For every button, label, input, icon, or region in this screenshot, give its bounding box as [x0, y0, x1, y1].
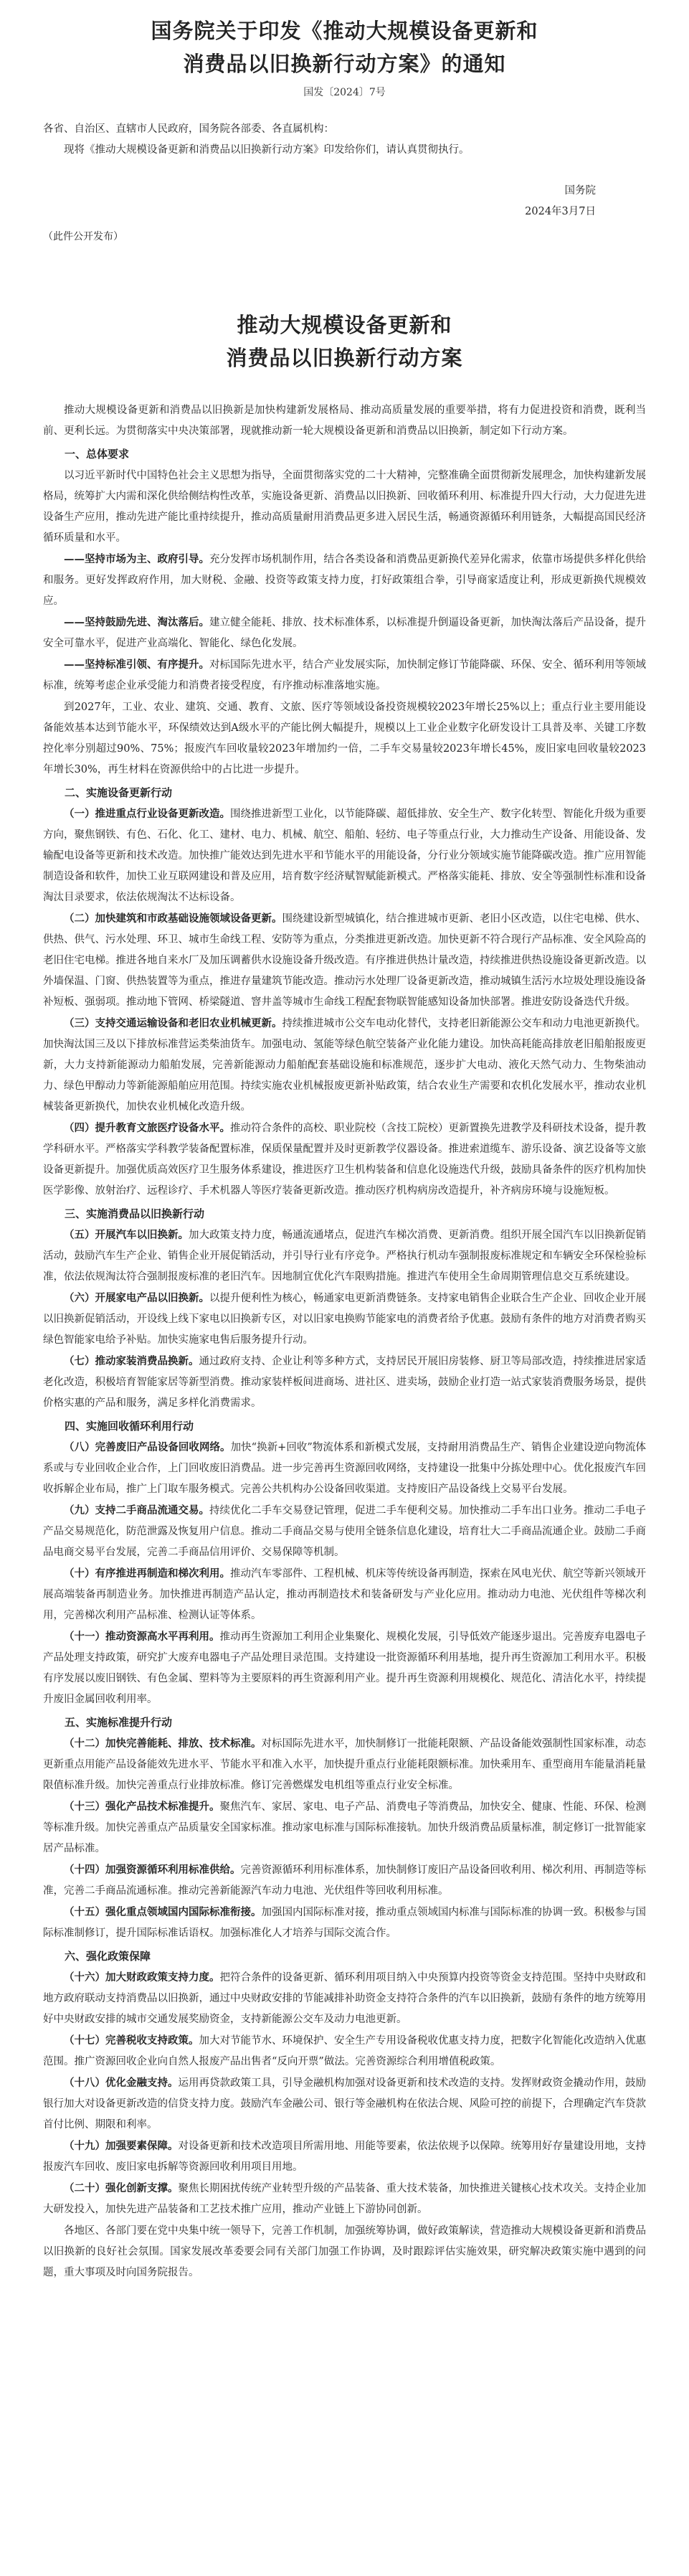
paragraph-text: 对设备更新和技术改造项目所需用地、用能等要素，依法依规予以保障。统筹用好存量建设用地，支持报废汽车回收、废旧家电拆解等资源回收利用项目用地。 [43, 2141, 646, 2173]
paragraph-lead: （十二）加快完善能耗、排放、技术标准。 [64, 1737, 262, 1750]
paragraph-lead: （十三）强化产品技术标准提升。 [64, 1801, 220, 1813]
paragraph-text: 加大政策支持力度，畅通流通堵点，促进汽车梯次消费、更新消费。组织开展全国汽车以旧换新促销活动，鼓励汽车生产企业、销售企业开展促销活动，并引导行业有序竞争。严格执行机动车强制报废标准规定和车辆安全环保检验标准，依法依规淘汰符合强制报废标准的老旧汽车。因地制宜优化汽车限购措施。推进汽车使用全生命周期管理信息交互系统建设。 [43, 1230, 646, 1283]
section-heading: 六、强化政策保障 [65, 1950, 151, 1963]
paragraph-lead: （六）开展家电产品以旧换新。 [64, 1292, 209, 1304]
paragraph-lead: （二十）强化创新支撑。 [64, 2182, 179, 2194]
paragraph-lead: （十七）完善税收支持政策。 [64, 2034, 199, 2047]
paragraph-lead: （七）推动家装消费品换新。 [64, 1355, 199, 1367]
section-paragraph [43, 803, 646, 908]
paragraph-text: 加快“换新+回收”物流体系和新模式发展，支持耐用消费品生产、销售企业建设逆向物流体系或与专业回收企业合作，上门回收废旧消费品。进一步完善再生资源回收网络，支持建设一批集中分拣处理中心。优化报废汽车回收拆解企业布局，推广上门取车服务模式。完善公共机构办公设备回收渠道。支持废旧产品设备线上交易平台发展。 [43, 1442, 646, 1495]
section-paragraph [43, 1118, 646, 1202]
paragraph-lead: （十九）加强要素保障。 [64, 2140, 179, 2152]
section-paragraph [43, 654, 646, 697]
paragraph-lead: ——坚持市场为主、政府引导。 [64, 553, 209, 565]
paragraph-lead: （三）支持交通运输设备和老旧农业机械更新。 [64, 1017, 282, 1029]
paragraph-text: 推动符合条件的高校、职业院校（含技工院校）更新置换先进教学及科研技术设备，提升教学科研水平。严格落实学科教学装备配置标准，保质保量配置并及时更新教学仪器设备。推进索道缆车、游乐设备、演艺设备等文旅设备更新提升。加强优质高效医疗卫生服务体系建设，推进医疗卫生机构装备和信息化设施迭代升级，鼓励具备条件的医疗机构加快医学影像、放射治疗、远程诊疗、手术机器人等医疗装备更新改造。推动医疗机构病房改造提升，补齐病房环境与设施短板。 [43, 1123, 646, 1197]
section-heading: 五、实施标准提升行动 [65, 1716, 173, 1729]
paragraph-text: 聚焦汽车、家居、家电、电子产品、消费电子等消费品，加快安全、健康、性能、环保、检测等标准升级。加快完善重点产品质量安全国家标准。推动家电标准与国际标准接轨。加快升级消费品质量标准，制定修订一批智能家居产品标准。 [43, 1801, 646, 1854]
paragraph-lead: （十八）优化金融支持。 [64, 2077, 179, 2089]
notice-title [43, 0, 646, 80]
section-paragraph [43, 1967, 646, 2030]
paragraph-text: 围绕建设新型城镇化，结合推进城市更新、老旧小区改造，以住宅电梯、供水、供热、供气、污水处理、环卫、城市生命线工程、安防等为重点，分类推进更新改造。加快更新不符合现行产品标准、安全风险高的老旧住宅电梯。推进各地自来水厂及加压调蓄供水设施设备升级改造。有序推进供热计量改造，持续推进供热设施设备更新改造。以外墙保温、门窗、供热装置等为重点，推进存量建筑节能改造。推动污水处理厂设备更新改造，推动城镇生活污水垃圾处理设施设备补短板、强弱项。推动地下管网、桥梁隧道、窨井盖等城市生命线工程配套物联智能感知设备加快部署。推进安防设备迭代升级。 [43, 913, 646, 1008]
section-paragraph [43, 1437, 646, 1500]
section-paragraph [43, 1500, 646, 1563]
paragraph-text: 对标国际先进水平，加快制修订一批能耗限额、产品设备能效强制性国家标准，动态更新重点用能产品设备能效先进水平、节能水平和准入水平，加快提升重点行业能耗限额标准。加快乘用车、重型商用车能量消耗量限值标准升级。加快完善重点行业排放标准。修订完善燃煤发电机组等重点行业安全标准。 [43, 1738, 646, 1791]
section-heading: 四、实施回收循环利用行动 [65, 1420, 194, 1433]
paragraph-lead: （十四）加强资源循环利用标准供给。 [64, 1864, 241, 1876]
section-paragraph [43, 1288, 646, 1351]
plan-intro: 推动大规模设备更新和消费品以旧换新是加快构建新发展格局、推动高质量发展的重要举措，将有力促进投资和消费，既利当前、更利长远。为贯彻落实中央决策部署，现就推动新一轮大规模设备更新和消费品以旧换新，制定如下行动方案。 [43, 405, 646, 437]
paragraph-lead: （五）开展汽车以旧换新。 [64, 1229, 189, 1241]
section-heading: 二、实施设备更新行动 [65, 786, 173, 799]
paragraph-text: 运用再贷款政策工具，引导金融机构加强对设备更新和技术改造的支持。发挥财政资金撬动作用，鼓励银行加大对设备更新改造的信贷支持力度。鼓励汽车金融公司、银行等金融机构在依法合规、风险可控的前提下，合理确定汽车贷款首付比例、期限和利率。 [43, 2077, 646, 2131]
paragraph-text: 围绕推进新型工业化，以节能降碳、超低排放、安全生产、数字化转型、智能化升级为重要方向，聚焦钢铁、有色、石化、化工、建材、电力、机械、航空、船舶、轻纺、电子等重点行业，大力推动生产设备、用能设备、发输配电设备等更新和技术改造。加快推广能效达到先进水平和节能水平的用能设备，分行业分领域实施节能降碳改造。推广应用智能制造设备和软件，加快工业互联网建设和普及应用，培育数字经济赋智赋能新模式。严格落实能耗、排放、安全等强制性标准和设备淘汰目录要求，依法依规淘汰不达标设备。 [43, 808, 646, 903]
plan-title-line1: 推动大规模设备更新和 [237, 313, 452, 337]
paragraph-text: 建立健全能耗、排放、技术标准体系，以标准提升倒逼设备更新，加快淘汰落后产品设备，提升安全可靠水平，促进产业高端化、智能化、绿色化发展。 [43, 617, 646, 649]
section-paragraph [43, 2030, 646, 2072]
paragraph-text: 完善资源循环利用标准体系，加快制修订废旧产品设备回收利用、梯次利用、再制造等标准，完善二手商品流通标准。推动完善新能源汽车动力电池、光伏组件等回收利用标准。 [43, 1864, 646, 1897]
paragraph-text: 加大对节能节水、环境保护、安全生产专用设备税收优惠支持力度，把数字化智能化改造纳入优惠范围。推广资源回收企业向自然人报废产品出售者“反向开票”做法。完善资源综合利用增值税政策。 [43, 2035, 646, 2067]
notice-title-line1: 国务院关于印发《推动大规模设备更新和 [151, 19, 538, 43]
paragraph-text: 推动汽车零部件、工程机械、机床等传统设备再制造，探索在风电光伏、航空等新兴领域开展高端装备再制造业务。加快推进再制造产品认定，推动再制造技术和装备研发与产业化应用。推动动力电池、光伏组件等梯次利用，完善梯次利用产品标准、检测认证等体系。 [43, 1568, 646, 1621]
section-paragraph [43, 1225, 646, 1288]
section-paragraph [43, 1563, 646, 1626]
signing-date: 2024年3月7日 [525, 206, 596, 217]
paragraph-lead: （一）推进重点行业设备更新改造。 [64, 808, 230, 820]
paragraph-text: 持续推进城市公交车电动化替代，支持老旧新能源公交车和动力电池更新换代。加快淘汰国三及以下排放标准营运类柴油货车。加强电动、氢能等绿色航空装备产业化能力建设。加快高耗能高排放老旧船舶报废更新，大力支持新能源动力船舶发展，完善新能源动力船舶配套基础设施和标准规范，逐步扩大电动、液化天然气动力、生物柴油动力、绿色甲醇动力等新能源船舶应用范围。持续实施农业机械报废更新补贴政策，结合农业生产需要和农机化发展水平，推动农业机械装备更新换代，加快农业机械化改造升级。 [43, 1018, 646, 1113]
section-paragraph [43, 1013, 646, 1118]
paragraph-text: 到2027年，工业、农业、建筑、交通、教育、文旅、医疗等领域设备投资规模较2023年增长25%以上；重点行业主要用能设备能效基本达到节能水平，环保绩效达到A级水平的产能比例大幅提升，规模以上工业企业数字化研发设计工具普及率、关键工序数控化率分别超过90%、75%；报废汽车回收量较2023年增加约一倍，二手车交易量较2023年增长45%，废旧家电回收量较2023年增长30%，再生材料在资源供给中的占比进一步提升。 [43, 702, 646, 775]
paragraph-text: 聚焦长期困扰传统产业转型升级的产品装备、重大技术装备，加快推进关键核心技术攻关。支持企业加大研发投入，加快先进产品装备和工艺技术推广应用，推动产业链上下游协同创新。 [43, 2183, 646, 2215]
paragraph-text: 以提升便利性为核心，畅通家电更新消费链条。支持家电销售企业联合生产企业、回收企业开展以旧换新促销活动，开设线上线下家电以旧换新专区，对以旧家电换购节能家电的消费者给予优惠。鼓励有条件的地方对消费者购买绿色智能家电给予补贴。加快实施家电售后服务提升行动。 [43, 1293, 646, 1346]
section-paragraph [43, 697, 646, 780]
paragraph-text: 加强国内国际标准对接，推动重点领域国内标准与国际标准的协调一致。积极参与国际标准制修订，提升国际标准话语权。加强标准化人才培养与国际交流合作。 [43, 1907, 646, 1939]
publish-note: （此件公开发布） [43, 231, 123, 242]
section-paragraph [43, 2072, 646, 2136]
document-number: 国发〔2024〕7号 [303, 87, 386, 98]
section-paragraph [43, 1796, 646, 1859]
section-heading: 三、实施消费品以旧换新行动 [65, 1207, 205, 1220]
paragraph-lead: （十五）强化重点领域国内国际标准衔接。 [64, 1906, 262, 1918]
paragraph-lead: ——坚持标准引领、有序提升。 [64, 659, 209, 671]
section-heading: 一、总体要求 [65, 448, 130, 461]
paragraph-lead: （八）完善废旧产品设备回收网络。 [64, 1441, 231, 1453]
plan-title-line2: 消费品以旧换新行动方案 [226, 346, 463, 370]
paragraph-lead: （十）有序推进再制造和梯次利用。 [64, 1567, 230, 1580]
section-paragraph [43, 465, 646, 549]
notice-body: 现将《推动大规模设备更新和消费品以旧换新行动方案》印发给你们，请认真贯彻执行。 [64, 144, 470, 156]
section-paragraph [43, 2178, 646, 2220]
paragraph-lead: （九）支持二手商品流通交易。 [64, 1504, 209, 1516]
section-paragraph [43, 2136, 646, 2178]
paragraph-text: 持续优化二手车交易登记管理，促进二手车便利交易。加快推动二手车出口业务。推动二手电子产品交易规范化，防范泄露及恢复用户信息。推动二手商品交易与使用全链条信息化建设，培育壮大二手商品流通企业。鼓励二手商品电商交易平台发展，完善二手商品信用评价、交易保障等机制。 [43, 1505, 646, 1558]
paragraph-text: 对标国际先进水平，结合产业发展实际，加快制定修订节能降碳、环保、安全、循环利用等领域标准，统筹考虑企业承受能力和消费者接受程度，有序推动标准落地实施。 [43, 659, 646, 692]
salutation: 各省、自治区、直辖市人民政府，国务院各部委、各直属机构： [43, 123, 334, 135]
section-paragraph [43, 2220, 646, 2283]
section-paragraph [43, 908, 646, 1013]
plan-sections [43, 443, 646, 2283]
paragraph-lead: （十一）推动资源高水平再利用。 [64, 1631, 220, 1643]
paragraph-lead: （十六）加大财政政策支持力度。 [64, 1971, 220, 1983]
section-paragraph [43, 612, 646, 654]
section-paragraph [43, 1351, 646, 1414]
paragraph-text: 各地区、各部门要在党中央集中统一领导下，完善工作机制，加强统筹协调，做好政策解读，营造推动大规模设备更新和消费品以旧换新的良好社会氛围。国家发展改革委要会同有关部门加强工作协调，及时跟踪评估实施效果，研究解决政策实施中遇到的问题，重大事项及时向国务院报告。 [43, 2225, 646, 2278]
section-paragraph [43, 1626, 646, 1710]
section-paragraph [43, 1902, 646, 1944]
signer: 国务院 [564, 185, 596, 197]
paragraph-lead: （二）加快建筑和市政基础设施领域设备更新。 [64, 912, 282, 925]
paragraph-text: 把符合条件的设备更新、循环利用项目纳入中央预算内投资等资金支持范围。坚持中央财政和地方政府联动支持消费品以旧换新，通过中央财政安排的节能减排补助资金支持符合条件的汽车以旧换新，鼓励有条件的地方统筹用好中央财政安排的城市交通发展奖励资金，支持新能源公交车及动力电池更新。 [43, 1972, 646, 2025]
paragraph-text: 以习近平新时代中国特色社会主义思想为指导，全面贯彻落实党的二十大精神，完整准确全面贯彻新发展理念，加快构建新发展格局，统筹扩大内需和深化供给侧结构性改革，实施设备更新、消费品以旧换新、回收循环利用、标准提升四大行动，大力促进先进设备生产应用，推动先进产能比重持续提升，推动高质量耐用消费品更多进入居民生活，畅通资源循环利用链条，大幅提高国民经济循环质量和水平。 [43, 470, 646, 544]
paragraph-text: 推动再生资源加工利用企业集聚化、规模化发展，引导低效产能逐步退出。完善废弃电器电子产品处理支持政策，研究扩大废弃电器电子产品处理目录范围。支持建设一批资源循环利用基地，提升再生资源加工利用水平。积极有序发展以废旧钢铁、有色金属、塑料等为主要原料的再生资源利用产业。提升再生资源利用规模化、规范化、清洁化水平，持续提升废旧金属回收利用率。 [43, 1631, 646, 1705]
paragraph-lead: （四）提升教育文旅医疗设备水平。 [64, 1122, 230, 1134]
section-paragraph [43, 549, 646, 612]
paragraph-text: 通过政府支持、企业让利等多种方式，支持居民开展旧房装修、厨卫等局部改造，持续推进居家适老化改造，积极培育智能家居等新型消费。推动家装样板间进商场、进社区、进卖场，鼓励企业打造一站式家装消费服务场景，提供价格实惠的产品和服务，满足多样化消费需求。 [43, 1356, 646, 1409]
paragraph-text: 充分发挥市场机制作用，结合各类设备和消费品更新换代差异化需求，依靠市场提供多样化供给和服务。更好发挥政府作用，加大财税、金融、投资等政策支持力度，打好政策组合拳，引导商家适度让利，形成更新换代规模效应。 [43, 554, 646, 607]
paragraph-lead: ——坚持鼓励先进、淘汰落后。 [64, 616, 209, 628]
notice-title-line2: 消费品以旧换新行动方案》的通知 [183, 52, 506, 76]
section-paragraph [43, 1733, 646, 1796]
plan-title [43, 308, 646, 374]
section-paragraph [43, 1859, 646, 1902]
